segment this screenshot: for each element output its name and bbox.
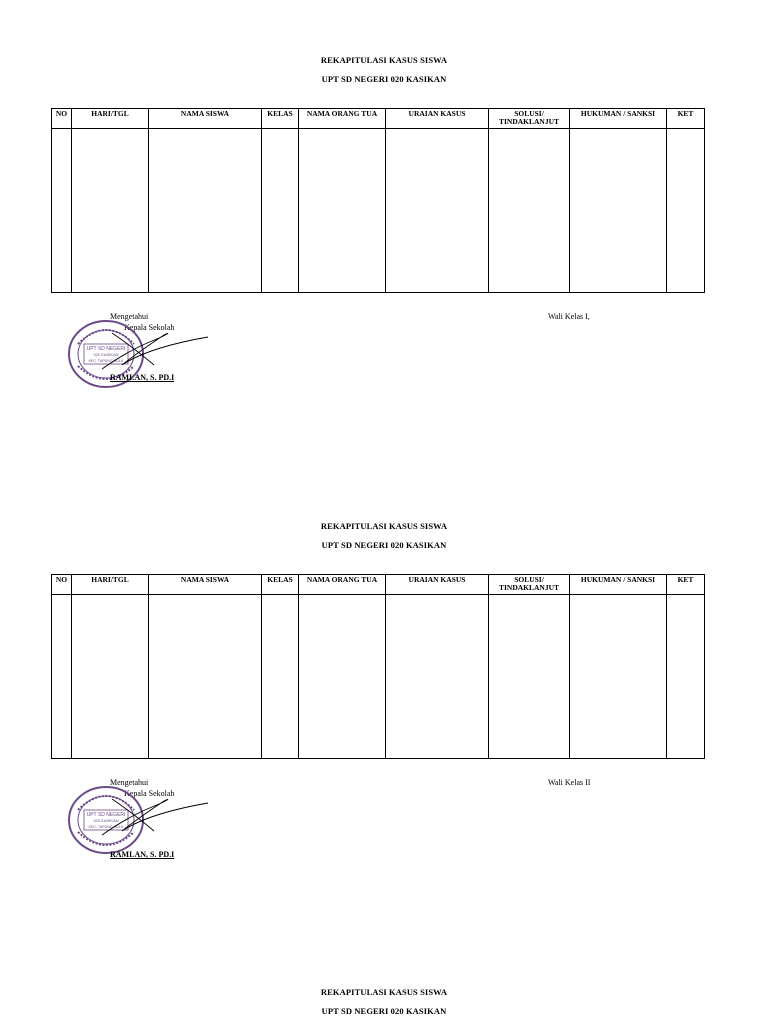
principal-role: Kepala Sekolah [124, 323, 175, 332]
stamp-line-2: 020 KASIKAN [93, 818, 119, 823]
case-table [51, 574, 705, 759]
cell [386, 595, 489, 759]
principal-signature [92, 325, 212, 375]
cell [667, 129, 705, 293]
col-ket: KET [667, 109, 705, 129]
table-header-row [52, 575, 705, 595]
document-title: REKAPITULASI KASUS SISWA [320, 987, 448, 997]
document-title: REKAPITULASI KASUS SISWA [320, 521, 448, 531]
stamp-line-3: KEC. TAPUNG HULU [88, 359, 124, 363]
col-solusi: SOLUSI/ TINDAKLANJUT [489, 575, 570, 595]
col-nama-orang-tua: NAMA ORANG TUA [299, 575, 386, 595]
principal-role: Kepala Sekolah [124, 789, 175, 798]
col-hari-tgl: HARI/TGL [72, 575, 149, 595]
col-no: NO [52, 109, 72, 129]
col-nama-orang-tua: NAMA ORANG TUA [299, 109, 386, 129]
cell [72, 595, 149, 759]
cell [262, 595, 299, 759]
stamp-line-2: 020 KASIKAN [93, 352, 119, 357]
document-title: REKAPITULASI KASUS SISWA [320, 55, 448, 65]
cell [52, 129, 72, 293]
cell [299, 595, 386, 759]
case-table [51, 108, 705, 293]
acknowledge-text: Mengetahui [110, 778, 149, 787]
wali-kelas-label: Wali Kelas II [548, 778, 591, 787]
table-row [52, 129, 705, 293]
col-hari-tgl: HARI/TGL [72, 109, 149, 129]
principal-name: RAMLAN, S. PD.I [110, 850, 175, 859]
cell [52, 595, 72, 759]
principal-signature [92, 791, 212, 841]
cell [570, 129, 667, 293]
wali-kelas-label: Wali Kelas I, [548, 312, 590, 321]
cell [299, 129, 386, 293]
cell [570, 595, 667, 759]
col-solusi: SOLUSI/ TINDAKLANJUT [489, 109, 570, 129]
col-uraian-kasus: URAIAN KASUS [386, 109, 489, 129]
school-name: UPT SD NEGERI 020 KASIKAN [321, 74, 447, 84]
cell [72, 129, 149, 293]
col-nama-siswa: NAMA SISWA [149, 575, 262, 595]
principal-name: RAMLAN, S. PD.I [110, 373, 175, 382]
col-ket: KET [667, 575, 705, 595]
cell [262, 129, 299, 293]
cell [386, 129, 489, 293]
col-hukuman: HUKUMAN / SANKSI [570, 109, 667, 129]
col-uraian-kasus: URAIAN KASUS [386, 575, 489, 595]
table-header-row [52, 109, 705, 129]
cell [149, 595, 262, 759]
col-kelas: KELAS [262, 575, 299, 595]
school-name: UPT SD NEGERI 020 KASIKAN [321, 1006, 447, 1016]
cell [489, 595, 570, 759]
col-nama-siswa: NAMA SISWA [149, 109, 262, 129]
col-hukuman: HUKUMAN / SANKSI [570, 575, 667, 595]
stamp-line-1: UPT SD NEGERI [86, 346, 126, 352]
stamp-line-3: KEC. TAPUNG HULU [88, 825, 124, 829]
col-no: NO [52, 575, 72, 595]
cell [489, 129, 570, 293]
table-row [52, 595, 705, 759]
acknowledge-text: Mengetahui [110, 312, 149, 321]
school-name: UPT SD NEGERI 020 KASIKAN [321, 540, 447, 550]
stamp-line-1: UPT SD NEGERI [86, 812, 126, 818]
col-kelas: KELAS [262, 109, 299, 129]
cell [667, 595, 705, 759]
cell [149, 129, 262, 293]
